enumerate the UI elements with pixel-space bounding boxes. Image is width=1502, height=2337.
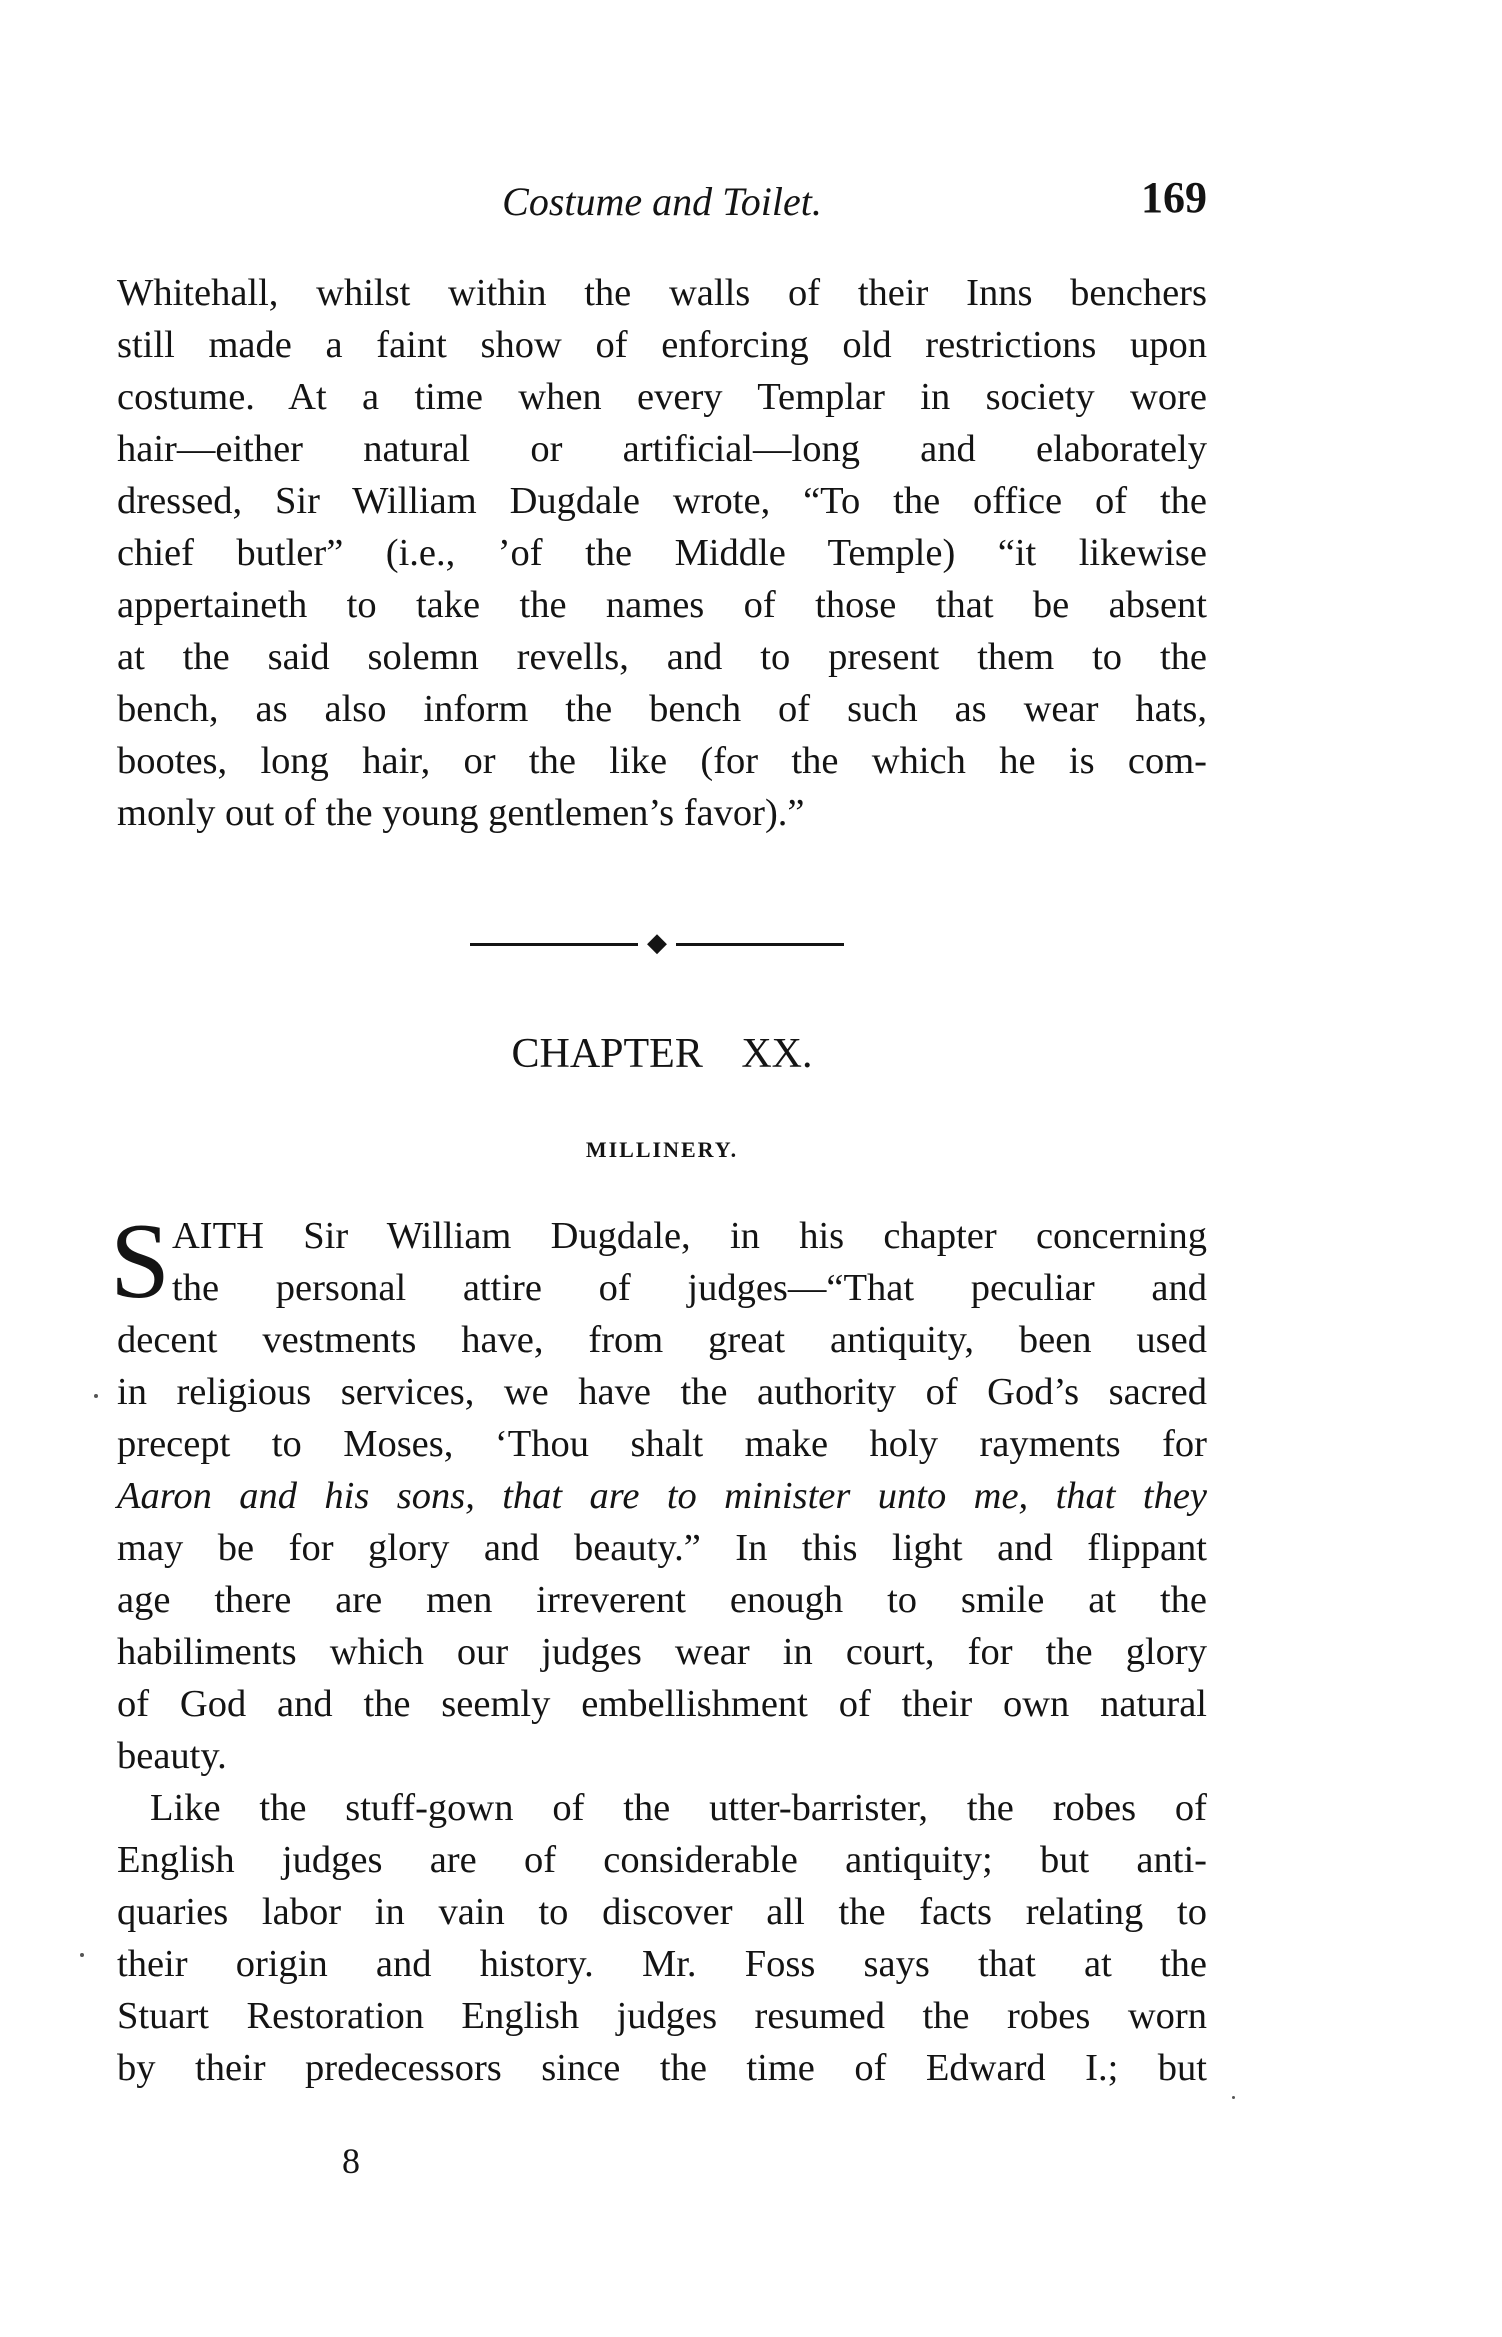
running-title: Costume and Toilet. (502, 179, 822, 224)
text-line: AITH Sir William Dugdale, in his chapter concerning (172, 1215, 1207, 1257)
text-line: habiliments which our judges wear in court, for the glory (117, 1631, 1207, 1673)
text-line: bench, as also inform the bench of such as wear hats, (117, 688, 1207, 730)
rule-bar-left (470, 943, 638, 946)
text-line: costume. At a time when every Templar in society wore (117, 376, 1207, 418)
text-line: dressed, Sir William Dugdale wrote, “To the office of the (117, 480, 1207, 522)
margin-speck (94, 1394, 98, 1398)
rule-bar-right (676, 943, 844, 946)
text-line: chief butler” (i.e., ’of the Middle Temple) “it likewise (117, 532, 1207, 574)
text-line: precept to Moses, ‘Thou shalt make holy rayments for (117, 1423, 1207, 1465)
text-line: monly out of the young gentlemen’s favor).” (117, 792, 805, 834)
text-line: the personal attire of judges—“That peculiar and (172, 1267, 1207, 1309)
page-number: 169 (1141, 173, 1207, 222)
text-line: quaries labor in vain to discover all the facts relating to (117, 1891, 1207, 1933)
text-line: still made a faint show of enforcing old restrictions upon (117, 324, 1207, 366)
text-line: Whitehall, whilst within the walls of their Inns benchers (117, 272, 1207, 314)
text-line: beauty. (117, 1735, 227, 1777)
text-line: Aaron and his sons, that are to minister unto me, that they (117, 1475, 1207, 1517)
text-line: decent vestments have, from great antiquity, been used (117, 1319, 1207, 1361)
signature-mark: 8 (342, 2141, 360, 2181)
text-line: hair—either natural or artificial—long and elaborately (117, 428, 1207, 470)
text-line: bootes, long hair, or the like (for the which he is com- (117, 740, 1207, 782)
text-line: Like the stuff-gown of the utter-barrister, the robes of (150, 1787, 1207, 1829)
text-line: at the said solemn revells, and to present them to the (117, 636, 1207, 678)
chapter-title: CHAPTER XX. (511, 1031, 813, 1077)
drop-cap: S (110, 1202, 171, 1321)
text-line: appertaineth to take the names of those that be absent (117, 584, 1207, 626)
text-line: of God and the seemly embellishment of their own natural (117, 1683, 1207, 1725)
margin-speck (80, 1953, 84, 1957)
text-line: their origin and history. Mr. Foss says that at the (117, 1943, 1207, 1985)
ornament-icon: ◆ (647, 928, 667, 957)
text-line: age there are men irreverent enough to smile at the (117, 1579, 1207, 1621)
text-line: in religious services, we have the authority of God’s sacred (117, 1371, 1207, 1413)
ornamental-rule (470, 928, 844, 957)
text-line: English judges are of considerable antiquity; but anti- (117, 1839, 1207, 1881)
text-line: Stuart Restoration English judges resumed the robes worn (117, 1995, 1207, 2037)
text-line: by their predecessors since the time of Edward I.; but (117, 2047, 1207, 2089)
section-title: MILLINERY. (585, 1137, 739, 1162)
margin-speck (1232, 2096, 1235, 2099)
text-line: may be for glory and beauty.” In this light and flippant (117, 1527, 1207, 1569)
running-head (117, 172, 1207, 232)
